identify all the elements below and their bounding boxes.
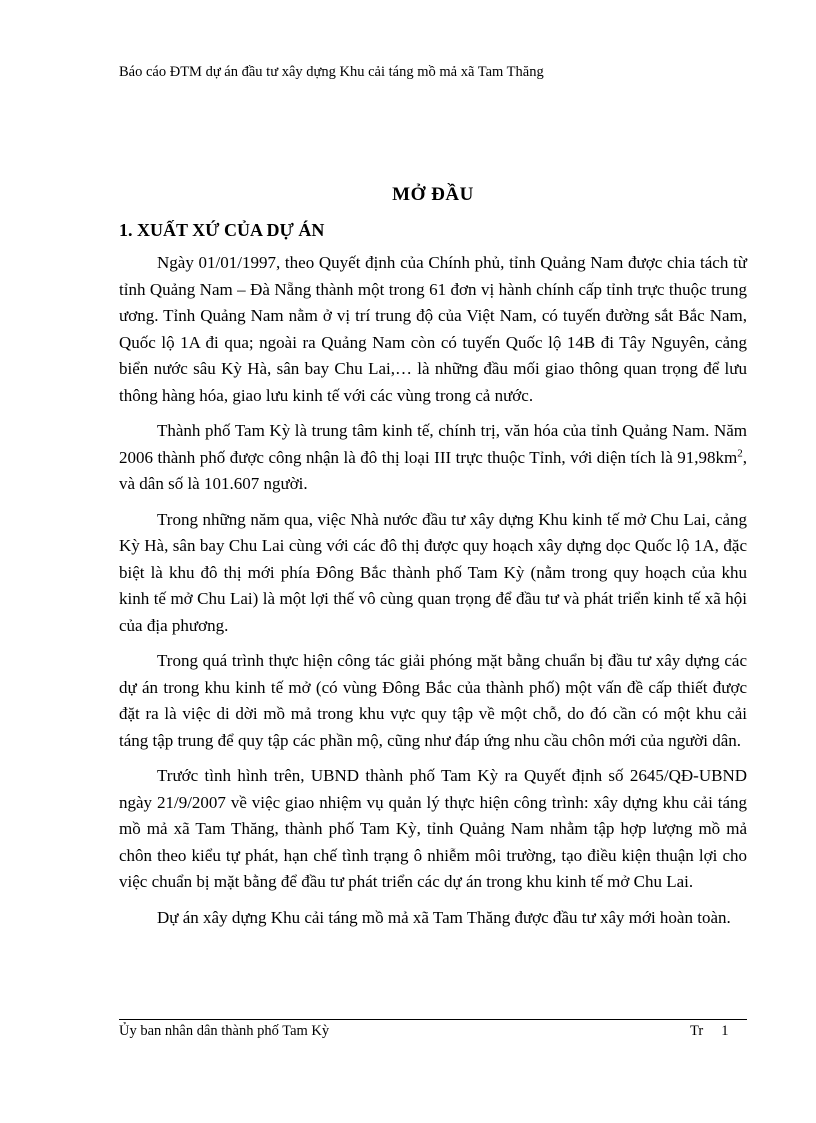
paragraph-2-tail: , và dân số là 101.607 người.	[119, 447, 747, 493]
document-body	[119, 250, 747, 940]
paragraph-4: Trong quá trình thực hiện công tác giải phóng mặt bằng chuẩn bị đầu tư xây dựng các dự án trong khu kinh tế mở (có vùng Đông Bắc của thành phố) một vấn đề cấp thiết được đặt ra là việc di dời mồ mả trong khu vực quy tập về một chỗ, do đó cần có một khu cải táng tập trung để quy tập các phần mộ, cũng như đáp ứng nhu cầu chôn mới của người dân.	[119, 651, 747, 750]
page-label: Tr	[690, 1023, 704, 1039]
footer-organization: Ủy ban nhân dân thành phố Tam Kỳ	[119, 1023, 330, 1039]
page-number-block	[690, 1023, 728, 1040]
paragraph-6: Dự án xây dựng Khu cải táng mồ mả xã Tam Thăng được đầu tư xây mới hoàn toàn.	[157, 907, 731, 927]
document-title: MỞ ĐẦU	[392, 184, 474, 205]
footer-rule	[119, 1019, 747, 1020]
paragraph-3: Trong những năm qua, việc Nhà nước đầu tư xây dựng Khu kinh tế mở Chu Lai, cảng Kỳ Hà, sân bay Chu Lai cùng với các đô thị được quy hoạch xây dựng dọc Quốc lộ 1A, đặc biệt là khu đô thị mới phía Đông Bắc thành phố Tam Kỳ (nằm trong quy hoạch của khu kinh tế mở Chu Lai) là một lợi thế vô cùng quan trọng để đầu tư và phát triển kinh tế xã hội của địa phương.	[119, 509, 747, 635]
superscript-2: 2	[737, 446, 743, 459]
paragraph-1: Ngày 01/01/1997, theo Quyết định của Chính phủ, tỉnh Quảng Nam được chia tách từ tỉnh Quảng Nam – Đà Nẵng thành một trong 61 đơn vị hành chính cấp tỉnh trực thuộc trung ương. Tỉnh Quảng Nam nằm ở vị trí trung độ của Việt Nam, có tuyến đường sắt Bắc Nam, Quốc lộ 1A đi qua; ngoài ra Quảng Nam còn có tuyến Quốc lộ 14B đi Tây Nguyên, cảng biển nước sâu Kỳ Hà, sân bay Chu Lai,… là những đầu mối giao thông quan trọng để lưu thông hàng hóa, giao lưu kinh tế với các vùng trong cả nước.	[119, 253, 747, 405]
section-heading: 1. XUẤT XỨ CỦA DỰ ÁN	[119, 220, 325, 240]
paragraph-5: Trước tình hình trên, UBND thành phố Tam Kỳ ra Quyết định số 2645/QĐ-UBND ngày 21/9/2007 về việc giao nhiệm vụ quản lý thực hiện công trình: xây dựng khu cải táng mồ mả xã Tam Thăng, thành phố Tam Kỳ, tỉnh Quảng Nam nhằm tập hợp lượng mồ mả chôn theo kiểu tự phát, hạn chế tình trạng ô nhiễm môi trường, tạo điều kiện thuận lợi cho việc chuẩn bị mặt bằng để đầu tư phát triển các dự án trong khu kinh tế mở Chu Lai.	[119, 766, 747, 891]
running-header: Báo cáo ĐTM dự án đầu tư xây dựng Khu cải táng mồ mả xã Tam Thăng	[119, 64, 544, 80]
paragraph-2-text: Thành phố Tam Kỳ là trung tâm kinh tế, chính trị, văn hóa của tỉnh Quảng Nam. Năm 2006 thành phố được công nhận là đô thị loại III trực thuộc Tỉnh, với diện tích là 91,98km	[119, 421, 747, 467]
page-number: 1	[721, 1023, 729, 1039]
paragraph-2	[119, 418, 747, 498]
